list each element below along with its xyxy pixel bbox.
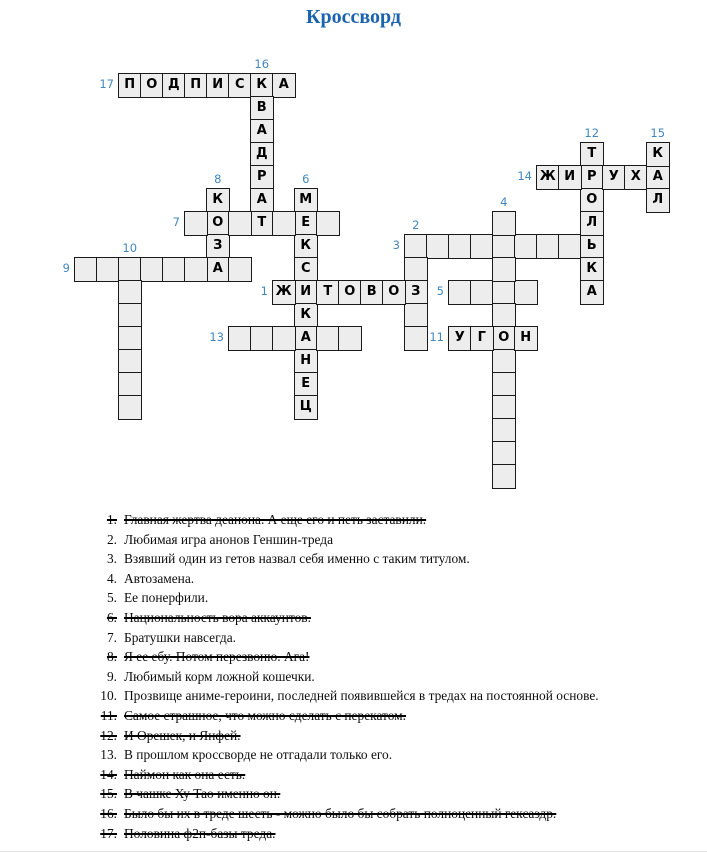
clue-number-label: 14: [517, 169, 532, 183]
grid-cell-letter: З: [404, 280, 428, 305]
grid-cell: [492, 441, 516, 466]
grid-cell-letter: К: [646, 142, 670, 167]
grid-cell-letter: О: [206, 211, 230, 236]
clue-number-label: 11: [429, 330, 444, 344]
grid-cell-letter: А: [646, 165, 670, 190]
grid-cell-letter: Ж: [536, 165, 560, 190]
grid-cell: [470, 280, 494, 305]
clue-text: Половина ф2п-базы треда.: [124, 825, 276, 841]
grid-cell-letter: Т: [250, 211, 274, 236]
grid-cell-letter: Т: [316, 280, 340, 305]
clue-number-label: 3: [392, 238, 400, 252]
clue-item: [80, 804, 700, 824]
grid-cell-letter: Н: [294, 349, 318, 374]
clue-text: И Орешек, и Янфей.: [124, 727, 241, 743]
clue-number: 12.: [100, 727, 117, 743]
grid-cell-letter: А: [250, 119, 274, 144]
grid-cell: [492, 395, 516, 420]
grid-cell: [118, 257, 142, 282]
grid-cell: [316, 211, 340, 236]
clue-text: Главная жертва деанона. А еще его и петь заставили.: [124, 512, 427, 527]
grid-cell: [118, 280, 142, 305]
clue-number: 15.: [100, 786, 117, 802]
grid-cell-letter: Ь: [580, 234, 604, 259]
grid-cell-letter: О: [140, 73, 164, 98]
grid-cell: [492, 211, 516, 236]
grid-cell-letter: Р: [580, 165, 604, 190]
clue-item: [80, 784, 700, 804]
clue-number-label: 10: [122, 241, 138, 255]
grid-cell: [162, 257, 186, 282]
grid-cell: [448, 234, 472, 259]
grid-cell: [118, 395, 142, 420]
grid-cell-letter: З: [206, 234, 230, 259]
grid-cell: [184, 211, 208, 236]
clue-text: Взявший один из гетов назвал себя именно с таким титулом.: [124, 551, 470, 567]
grid-cell-letter: А: [580, 280, 604, 305]
clue-number-label: 16: [254, 57, 270, 71]
clue-item: [80, 667, 700, 687]
clue-item: [80, 608, 700, 628]
clue-number: 7.: [106, 629, 117, 645]
clue-number: 5.: [106, 590, 117, 606]
grid-cell: [492, 303, 516, 328]
page-title: Кроссворд: [305, 6, 402, 28]
grid-cell-letter: Д: [162, 73, 186, 98]
clue-text: Было бы их в треде шесть - можно было бы собрать полноценный гексаэдр.: [124, 805, 557, 821]
grid-cell-letter: А: [250, 188, 274, 213]
grid-cell-letter: П: [118, 73, 142, 98]
clue-number: 6.: [106, 609, 117, 625]
grid-cell: [426, 234, 450, 259]
clue-item: [80, 824, 700, 844]
clue-item: [80, 726, 700, 746]
clue-item: [80, 706, 700, 726]
clue-number: 10.: [100, 688, 117, 704]
grid-cell-letter: Л: [580, 211, 604, 236]
grid-cell: [118, 326, 142, 351]
clue-list: [80, 510, 700, 843]
grid-cell-letter: С: [228, 73, 252, 98]
grid-cell: [492, 418, 516, 443]
grid-cell-letter: М: [294, 188, 318, 213]
grid-cell: [404, 303, 428, 328]
grid-cell: [492, 464, 516, 489]
grid-cell-letter: В: [250, 96, 274, 121]
grid-cell-letter: В: [360, 280, 384, 305]
clue-item: [80, 569, 700, 589]
clue-number-label: 1: [260, 284, 268, 298]
clue-item: [80, 510, 700, 530]
clue-number-label: 6: [302, 172, 310, 186]
clue-number: 16.: [100, 805, 117, 821]
grid-cell: [272, 326, 296, 351]
grid-cell-letter: И: [558, 165, 582, 190]
grid-cell: [492, 349, 516, 374]
grid-cell: [74, 257, 98, 282]
grid-cell: [448, 280, 472, 305]
clue-text: Любимая игра анонов Геншин-треда: [124, 531, 334, 547]
grid-cell: [316, 326, 340, 351]
grid-cell: [228, 211, 252, 236]
grid-cell-letter: И: [294, 280, 318, 305]
grid-cell: [492, 257, 516, 282]
clue-item: [80, 588, 700, 608]
grid-cell: [338, 326, 362, 351]
clue-text: Любимый корм ложной кошечки.: [124, 668, 315, 684]
clue-number-label: 17: [99, 77, 114, 91]
clue-number: 17.: [100, 825, 117, 841]
clue-number-label: 12: [584, 126, 600, 140]
grid-cell-letter: А: [206, 257, 230, 282]
grid-cell: [118, 349, 142, 374]
clue-item: [80, 628, 700, 648]
grid-cell-letter: Е: [294, 211, 318, 236]
clue-number: 2.: [106, 531, 117, 547]
clue-text: Автозамена.: [124, 570, 195, 586]
grid-cell-letter: К: [294, 303, 318, 328]
clue-text: Паймон как она есть.: [124, 766, 246, 782]
grid-cell: [470, 234, 494, 259]
grid-cell-letter: О: [382, 280, 406, 305]
grid-cell: [404, 257, 428, 282]
clue-item: [80, 530, 700, 550]
clue-number-label: 5: [436, 284, 444, 298]
clue-number-label: 9: [62, 261, 70, 275]
grid-cell: [404, 234, 428, 259]
grid-cell-letter: Р: [250, 165, 274, 190]
grid-cell: [272, 211, 296, 236]
clue-number: 4.: [106, 570, 117, 586]
grid-cell: [118, 372, 142, 397]
clue-item: [80, 765, 700, 785]
clue-item: [80, 745, 700, 765]
grid-cell: [492, 280, 516, 305]
clue-number-label: 13: [209, 330, 224, 344]
clue-item: [80, 686, 700, 706]
grid-cell: [140, 257, 164, 282]
clue-number: 14.: [100, 766, 117, 782]
clue-text: В прошлом кроссворде не отгадали только его.: [124, 747, 393, 763]
grid-cell-letter: П: [184, 73, 208, 98]
grid-cell-letter: Х: [624, 165, 648, 190]
clue-text: Национальность вора аккаунтов.: [124, 609, 311, 625]
clue-number-label: 4: [500, 195, 508, 209]
grid-cell-letter: Ж: [272, 280, 296, 305]
grid-cell-letter: К: [294, 234, 318, 259]
grid-cell-letter: А: [272, 73, 296, 98]
grid-cell-letter: К: [580, 257, 604, 282]
grid-cell-letter: У: [602, 165, 626, 190]
clue-number: 8.: [106, 649, 117, 665]
clue-number: 1.: [106, 512, 117, 527]
grid-cell-letter: С: [294, 257, 318, 282]
clue-text: Ее понерфили.: [124, 590, 209, 606]
clue-text: Самое страшное, что можно сделать с перекатом.: [124, 707, 406, 723]
grid-cell: [96, 257, 120, 282]
grid-cell: [492, 372, 516, 397]
grid-cell-letter: К: [250, 73, 274, 98]
clue-text: Я ее ебу. Потом перезвоню. Ага!: [124, 649, 310, 665]
grid-cell-letter: Т: [580, 142, 604, 167]
grid-cell-letter: Ц: [294, 395, 318, 420]
grid-cell-letter: Д: [250, 142, 274, 167]
clue-number-label: 7: [172, 215, 180, 229]
clue-text: Прозвище аниме-героини, последней появившейся в тредах на постоянной основе.: [124, 688, 599, 704]
grid-cell-letter: О: [580, 188, 604, 213]
grid-cell-letter: И: [206, 73, 230, 98]
grid-cell: [250, 326, 274, 351]
grid-cell: [228, 257, 252, 282]
grid-cell: [558, 234, 582, 259]
grid-cell: [514, 280, 538, 305]
grid-cell: [184, 257, 208, 282]
grid-cell: [492, 234, 516, 259]
grid-cell-letter: Н: [514, 326, 538, 351]
grid-cell-letter: О: [338, 280, 362, 305]
grid-cell: [536, 234, 560, 259]
grid-cell-letter: У: [448, 326, 472, 351]
grid-cell: [118, 303, 142, 328]
clue-number: 13.: [100, 747, 117, 763]
clue-text: В чашке Ху Тао именно он.: [124, 786, 281, 802]
grid-cell-letter: О: [492, 326, 516, 351]
grid-cell-letter: Л: [646, 188, 670, 213]
grid-cell-letter: Е: [294, 372, 318, 397]
grid-cell-letter: К: [206, 188, 230, 213]
grid-cell: [228, 326, 252, 351]
grid-cell: [514, 234, 538, 259]
clue-number-label: 8: [214, 172, 222, 186]
clue-number-label: 2: [412, 218, 420, 232]
clue-text: Братушки навсегда.: [124, 629, 237, 645]
grid-cell-letter: Г: [470, 326, 494, 351]
clue-number-label: 15: [650, 126, 666, 140]
clue-number: 3.: [106, 551, 117, 567]
grid-cell-letter: А: [294, 326, 318, 351]
clue-number: 9.: [106, 668, 117, 684]
clue-item: [80, 647, 700, 667]
clue-number: 11.: [100, 707, 117, 723]
clue-item: [80, 549, 700, 569]
